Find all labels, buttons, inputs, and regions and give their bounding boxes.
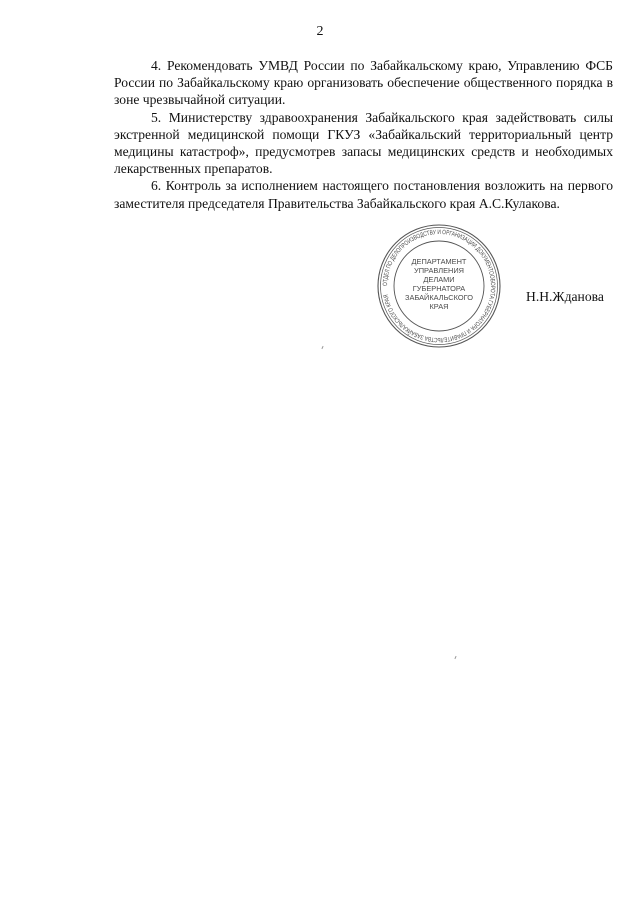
scan-speck xyxy=(454,656,456,659)
document-body xyxy=(114,57,613,212)
paragraph-item-5: 5. Министерству здравоохранения Забайкальского края задействовать силы экстренной медицинской помощи ГКУЗ «Забайкальский территориальный центр медицины катастроф», предусмотрев запасы медицинских средств и необходимых лекарственных препаратов. xyxy=(114,109,613,177)
official-stamp xyxy=(374,221,504,351)
stamp-line-6: КРАЯ xyxy=(429,302,449,311)
paragraph-item-4: 4. Рекомендовать УМВД России по Забайкальскому краю, Управлению ФСБ России по Забайкальскому краю организовать обеспечение общественного порядка в зоне чрезвычайной ситуации. xyxy=(114,58,613,108)
stamp-line-1: ДЕПАРТАМЕНТ xyxy=(411,257,467,266)
signer-name: Н.Н.Жданова xyxy=(526,289,604,304)
scan-speck xyxy=(321,346,323,349)
paragraph-item-6: 6. Контроль за исполнением настоящего постановления возложить на первого заместителя председателя Правительства Забайкальского края А.С.Кулакова. xyxy=(114,178,613,211)
stamp-line-3: ДЕЛАМИ xyxy=(423,275,455,284)
stamp-line-4: ГУБЕРНАТОРА xyxy=(412,284,466,293)
page-number: 2 xyxy=(316,24,324,39)
stamp-line-2: УПРАВЛЕНИЯ xyxy=(414,266,464,275)
stamp-ring-text: ОТДЕЛ ПО ДЕЛОПРОИЗВОДСТВУ И ОРГАНИЗАЦИИ ДОКУМЕНТООБОРОТА ГУБЕРНАТОРА И ПРАВИТЕЛЬСТВА ЗАБАЙКАЛЬСКОГО КРАЯ xyxy=(381,228,497,344)
stamp-line-5: ЗАБАЙКАЛЬСКОГО xyxy=(405,293,473,302)
